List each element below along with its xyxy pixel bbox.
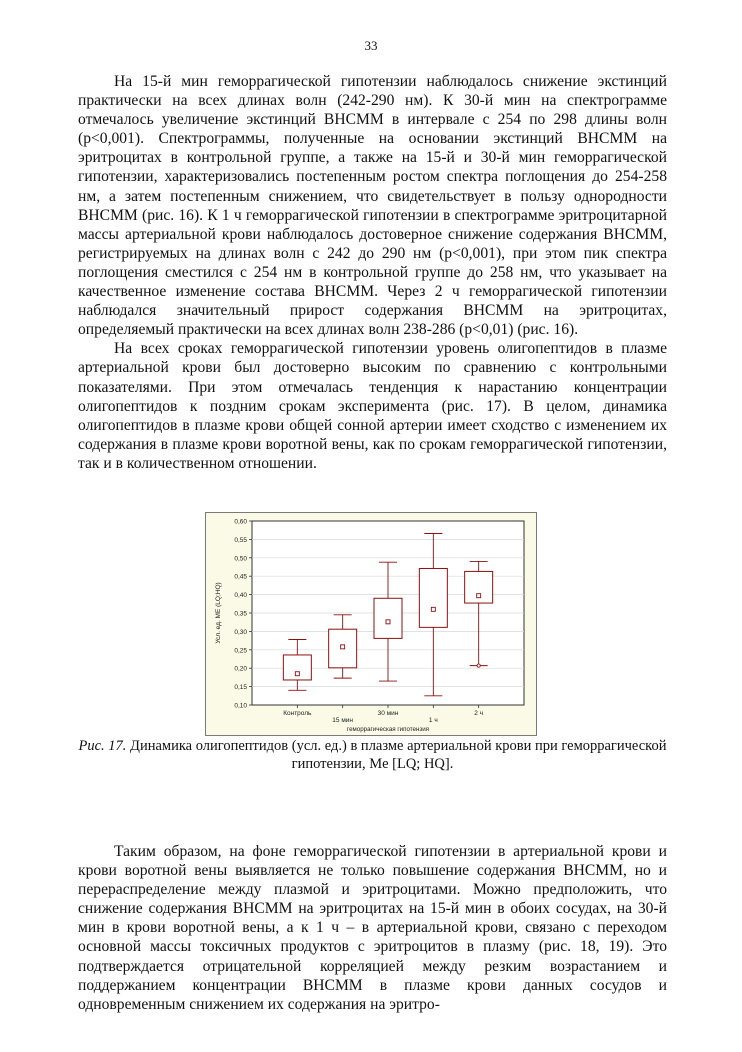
figure-caption	[78, 738, 667, 773]
y-tick-label: 0,40	[234, 592, 247, 600]
y-tick-label: 0,35	[234, 610, 247, 618]
y-tick-label: 0,15	[234, 684, 247, 692]
paragraph: На всех сроках геморрагической гипотензии уровень олигопептидов в плазме артериальной крови был достоверно высоким по сравнению с контрольными показателями. При этом отмечалась тенденция к нарастанию концентрации олигопептидов к поздним срокам эксперимента (рис. 17). В целом, динамика олигопептидов в плазме крови общей сонной артерии имеет сходство с изменением их содержания в плазме крови воротной вены, как по срокам геморрагической гипотензии, так и в количественном отношении.	[78, 340, 667, 472]
box	[465, 571, 493, 603]
y-axis-label: Усл. ед. ME (LQ;HQ)	[215, 582, 222, 644]
text-block-top	[78, 72, 667, 473]
x-tick-label: 1 ч	[428, 717, 438, 724]
y-tick-label: 0,20	[234, 665, 247, 673]
y-tick-label: 0,60	[234, 518, 247, 526]
box	[374, 598, 402, 638]
median-marker	[431, 607, 435, 611]
min-marker	[477, 664, 480, 667]
x-tick-label: 15 мин	[332, 717, 354, 724]
figure-17	[205, 512, 537, 736]
median-marker	[386, 620, 390, 624]
x-tick-label: 2 ч	[474, 710, 484, 717]
y-tick-label: 0,45	[234, 573, 247, 581]
x-tick-label: 30 мин	[377, 710, 399, 717]
y-tick-label: 0,55	[234, 536, 247, 544]
y-tick-label: 0,10	[234, 702, 247, 710]
y-tick-label: 0,25	[234, 647, 247, 655]
median-marker	[295, 672, 299, 676]
median-marker	[477, 594, 481, 598]
page-number: 33	[364, 38, 378, 53]
x-axis-label: геморрагическая гипотензия	[346, 726, 430, 733]
paragraph: Таким образом, на фоне геморрагической гипотензии в артериальной крови и крови воротной вены выявляется не только повышение содержания ВНСММ, но и перераспределение между плазмой и эритроцитами. Можно предположить, что снижение содержания ВНСММ на эритроцитах на 15-й мин в обоих сосудах, на 30-й мин в крови воротной вены, а к 1 ч – в артериальной крови, связано с переходом основной массы токсичных продуктов с эритроцитов в плазму (рис. 18, 19). Это подтверждается отрицательной корреляцией между резким возрастанием и поддержанием концентрации ВНСММ в плазме крови данных сосудов и одновременным снижением их содержания на эритро-	[78, 843, 667, 1013]
box-plot-chart	[206, 513, 536, 735]
paragraph: На 15-й мин геморрагической гипотензии наблюдалось снижение экстинций практически на всех длинах волн (242-290 нм). К 30-й мин на спектрограмме отмечалось увеличение экстинций ВНСММ в интервале с 254 по 298 длины волн (р<0,001). Спектрограммы, полученные на основании экстинций ВНСММ на эритроцитах в контрольной группе, а также на 15-й и 30-й мин геморрагической гипотензии, характеризовались постепенным ростом спектра поглощения до 254-258 нм, а затем постепенным снижением, что свидетельствует в пользу однородности ВНСММ (рис. 16). К 1 ч геморрагической гипотензии в спектрограмме эритроцитарной массы артериальной крови наблюдалось достоверное снижение содержания ВНСММ, регистрируемых на длинах волн с 242 до 290 нм (р<0,001), при этом пик спектра поглощения сместился с 254 нм в контрольной группе до 258 нм, что указывает на качественное изменение состава ВНСММ. Через 2 ч геморрагической гипотензии наблюдался значительный прирост содержания ВНСММ на эритроцитах, определяемый практически на всех длинах волн 238-286 (р<0,01) (рис. 16).	[78, 73, 667, 339]
box	[419, 568, 447, 627]
caption-lead: Рис. 17.	[78, 738, 127, 754]
caption-text: Динамика олигопептидов (усл. ед.) в плазме артериальной крови при геморрагической гипотензии, Me [LQ; HQ].	[126, 738, 667, 772]
median-marker	[341, 645, 345, 649]
y-tick-label: 0,30	[234, 628, 247, 636]
x-tick-label: Контроль	[283, 710, 312, 717]
y-tick-label: 0,50	[234, 555, 247, 563]
text-block-bottom	[78, 842, 667, 1014]
box	[283, 655, 311, 680]
